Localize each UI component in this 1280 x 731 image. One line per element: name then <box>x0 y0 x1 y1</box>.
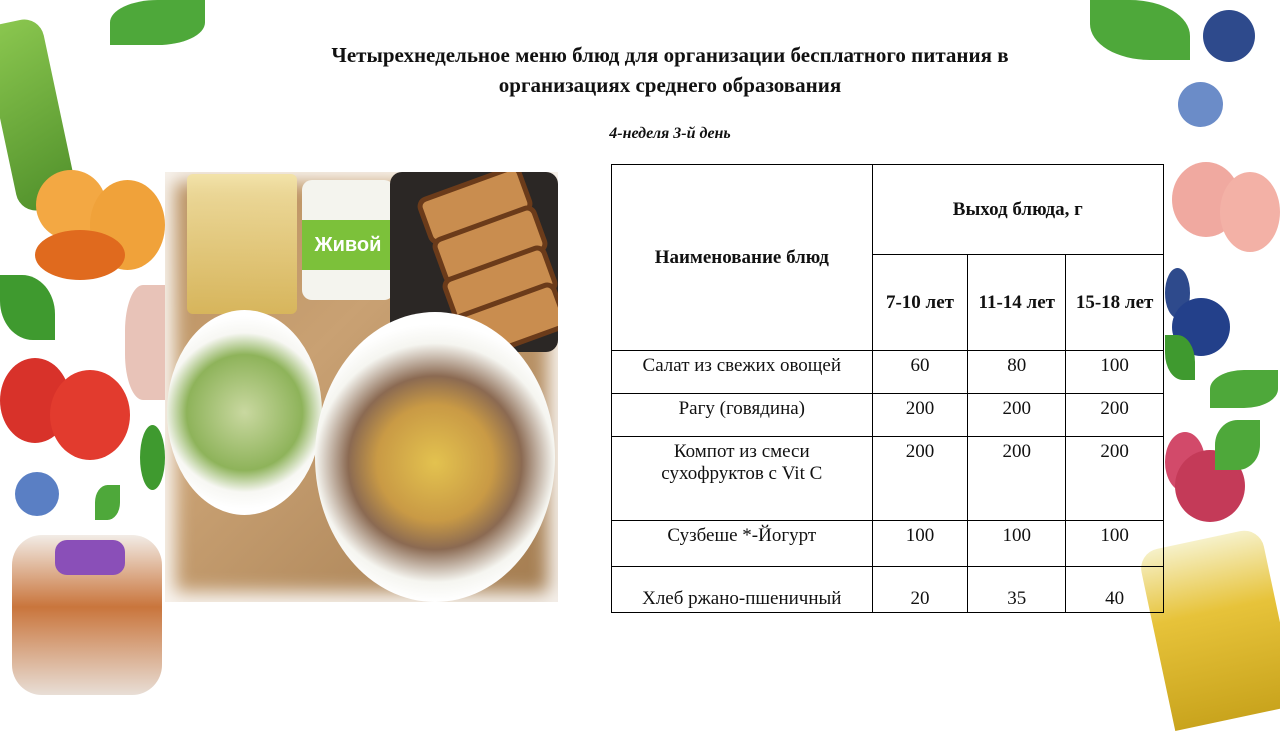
dish-name-cell <box>612 437 873 521</box>
leaf-decoration <box>140 425 165 490</box>
meal-photo <box>165 172 558 602</box>
dish-name-cell: Рагу (говядина) <box>612 394 873 437</box>
portion-cell: 80 <box>968 351 1066 394</box>
column-header-age-15-18: 15-18 лет <box>1066 255 1164 351</box>
page-title-line-2: организациях среднего образования <box>498 73 842 97</box>
column-header-age-7-10: 7-10 лет <box>872 255 968 351</box>
portion-cell: 100 <box>872 521 968 567</box>
tomato-decoration <box>1220 172 1280 252</box>
salad-bowl <box>167 310 322 515</box>
leaf-decoration <box>110 0 205 45</box>
dried-apricot-decoration <box>35 230 125 280</box>
leaf-decoration <box>1210 370 1278 408</box>
portion-cell: 200 <box>1066 394 1164 437</box>
dish-name-cell: Салат из свежих овощей <box>612 351 873 394</box>
table-row <box>612 521 1164 567</box>
dish-name-cell: Хлеб ржано-пшеничный <box>612 567 873 613</box>
column-header-dish-name: Наименование блюд <box>612 165 873 351</box>
portion-cell: 200 <box>872 394 968 437</box>
yogurt-cup <box>302 180 394 300</box>
page-title-line-1: Четырехнедельное меню блюд для организации бесплатного питания в <box>331 43 1009 67</box>
table-row <box>612 567 1164 613</box>
portion-cell: 200 <box>1066 437 1164 521</box>
blueberry-decoration <box>1178 82 1223 127</box>
column-header-age-11-14: 11-14 лет <box>968 255 1066 351</box>
table-row <box>612 437 1164 521</box>
portion-cell: 40 <box>1066 567 1164 613</box>
leaf-decoration <box>95 485 120 520</box>
column-header-output: Выход блюда, г <box>872 165 1163 255</box>
stew-plate <box>315 312 555 602</box>
portion-cell: 100 <box>968 521 1066 567</box>
dish-name-line-1: Компот из смеси <box>673 441 810 462</box>
portion-cell: 35 <box>968 567 1066 613</box>
menu-table <box>611 164 1164 613</box>
portion-cell: 200 <box>968 394 1066 437</box>
smoothie-cup-decoration <box>125 285 170 400</box>
portion-cell: 200 <box>968 437 1066 521</box>
tomato-decoration <box>50 370 130 460</box>
dish-name-cell: Сузбеше *-Йогурт <box>612 521 873 567</box>
leaf-decoration <box>0 275 55 340</box>
blueberry-decoration <box>15 472 59 516</box>
blueberry-decoration <box>1203 10 1255 62</box>
yogurt-brand-label: Живой <box>302 220 394 270</box>
container-label-decoration <box>55 540 125 575</box>
week-day-subtitle: 4-неделя 3-й день <box>609 125 731 142</box>
portion-cell: 100 <box>1066 351 1164 394</box>
table-row <box>612 394 1164 437</box>
table-row <box>612 351 1164 394</box>
portion-cell: 60 <box>872 351 968 394</box>
page-title <box>240 40 1100 100</box>
compote-glass <box>187 174 297 314</box>
dish-name-line-2: сухофруктов с Vit C <box>661 463 823 484</box>
leaf-decoration <box>1215 420 1260 470</box>
portion-cell: 100 <box>1066 521 1164 567</box>
leaf-decoration <box>1090 0 1190 60</box>
portion-cell: 20 <box>872 567 968 613</box>
portion-cell: 200 <box>872 437 968 521</box>
